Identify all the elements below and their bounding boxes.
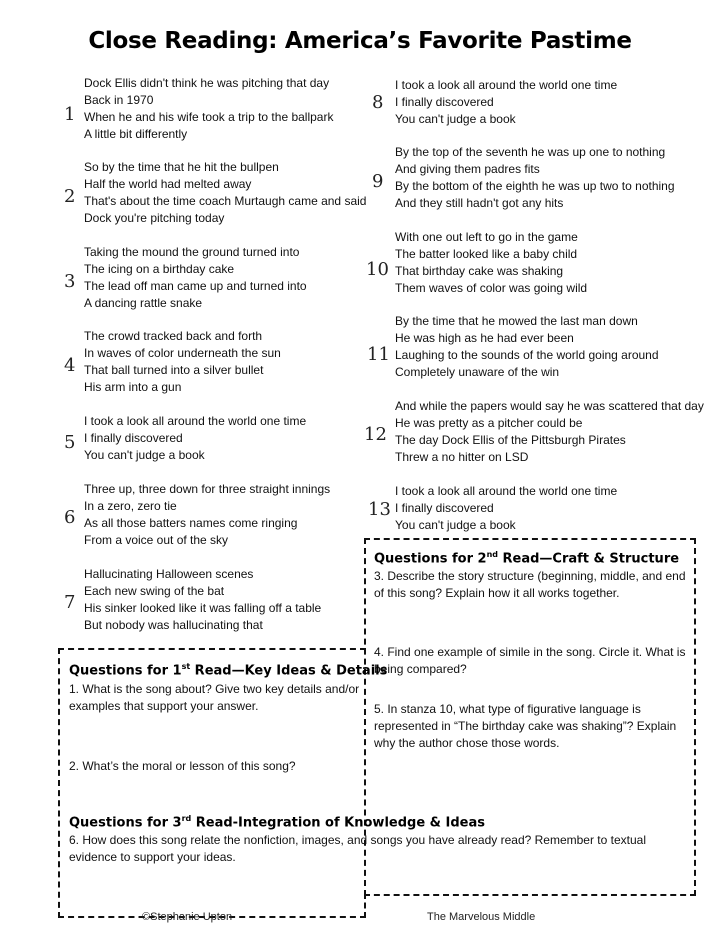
stanza-number: 9 [372,171,384,192]
stanza-line: Threw a no hitter on LSD [395,450,529,464]
stanza-number: 10 [366,259,389,280]
stanza-line: In a zero, zero tie [84,499,177,513]
stanza-line: Them waves of color was going wild [395,281,588,295]
stanza-line: I finally discovered [84,431,183,445]
footer-copyright: ©Stephanie Upton [142,911,233,923]
stanza-line: The day Dock Ellis of the Pittsburgh Pirates [395,433,626,447]
stanza-line: Back in 1970 [84,93,154,107]
stanza-line: I took a look all around the world one time [84,414,307,428]
stanza-line: Three up, three down for three straight innings [84,482,331,496]
stanza-line: A dancing rattle snake [84,296,203,310]
stanza-line: And they still hadn't got any hits [395,196,564,210]
stanza-line: I finally discovered [395,95,494,109]
questions-2nd-read [374,550,690,752]
stanza-number: 8 [372,92,384,113]
question-3: 3. Describe the story structure (beginning, middle, and end of this song? Explain how it all works together. [374,569,686,601]
stanza-number: 1 [64,104,76,125]
stanza-line: Dock you're pitching today [84,211,225,225]
stanza-line: A little bit differently [84,127,188,141]
questions-3rd-read [69,814,659,866]
stanza-line: Taking the mound the ground turned into [84,245,300,259]
stanza-number: 3 [64,271,76,292]
stanza-line: In waves of color underneath the sun [84,346,281,360]
question-6: 6. How does this song relate the nonfiction, images, and songs you have already read? Remember to textual evidence to support your ideas. [69,833,647,865]
stanza-number: 7 [64,592,76,613]
questions-2nd-heading: Questions for 2nd Read—Craft & Structure [374,550,680,567]
question-1: 1. What is the song about? Give two key details and/or examples that support your answer. [69,682,360,714]
stanza-number: 12 [364,424,387,445]
stanza-line: That birthday cake was shaking [395,264,564,278]
stanza-number: 2 [64,186,76,207]
stanza-line: His sinker looked like it was falling off a table [84,601,322,615]
stanza-number: 11 [367,344,390,365]
questions-3rd-heading: Questions for 3rd Read-Integration of Knowledge & Ideas [69,814,485,831]
questions-box-bottom-edge [364,893,366,918]
stanza-line: And while the papers would say he was scattered that day [395,399,704,413]
question-4: 4. Find one example of simile in the song. Circle it. What is being compared? [374,645,686,677]
stanza-line: So by the time that he hit the bullpen [84,160,279,174]
stanza-number: 13 [368,499,391,520]
footer-brand: The Marvelous Middle [427,911,536,923]
stanza-line: I finally discovered [395,501,494,515]
question-5: 5. In stanza 10, what type of figurative language is represented in “The birthday cake was shaking”? Explain why the author chose those words. [374,702,677,751]
stanza-line: The icing on a birthday cake [84,262,235,276]
stanza-line: Laughing to the sounds of the world going around [395,348,659,362]
stanza-line: That ball turned into a silver bullet [84,363,264,377]
stanza-number: 6 [64,507,76,528]
stanza-line: And giving them padres fits [395,162,540,176]
stanza-line: You can't judge a book [395,112,516,126]
stanza-line: With one out left to go in the game [395,230,578,244]
questions-1st-heading: Questions for 1st Read—Key Ideas & Details [69,662,388,679]
stanza-number: 5 [64,432,76,453]
questions-1st-read [69,662,388,775]
stanza-line: He was pretty as a pitcher could be [395,416,583,430]
stanza-line: But nobody was hallucinating that [84,618,263,632]
stanza-line: When he and his wife took a trip to the ballpark [84,110,334,124]
stanza-line: He was high as he had ever been [395,331,574,345]
stanza-line: Hallucinating Halloween scenes [84,567,254,581]
stanza-line: Dock Ellis didn't think he was pitching that day [84,76,330,90]
question-2: 2. What’s the moral or lesson of this song? [69,759,296,774]
stanza-line: Completely unaware of the win [395,365,560,379]
stanza-line: I took a look all around the world one time [395,484,618,498]
stanza-line: As all those batters names come ringing [84,516,298,530]
stanza-line: The batter looked like a baby child [395,247,578,261]
stanza-line: You can't judge a book [84,448,205,462]
stanza-line: Each new swing of the bat [84,584,225,598]
stanza-line: From a voice out of the sky [84,533,229,547]
stanza-line: By the time that he mowed the last man down [395,314,638,328]
stanza-line: I took a look all around the world one time [395,78,618,92]
stanza-line: His arm into a gun [84,380,182,394]
stanza-line: The lead off man came up and turned into [84,279,307,293]
stanza-line: That's about the time coach Murtaugh came and said [84,194,367,208]
stanza-number: 4 [64,355,76,376]
stanza-line: By the bottom of the eighth he was up two to nothing [395,179,675,193]
stanza-line: You can't judge a book [395,518,516,532]
stanza-line: The crowd tracked back and forth [84,329,263,343]
stanza-line: Half the world had melted away [84,177,252,191]
page-title: Close Reading: America’s Favorite Pastime [88,28,632,54]
stanza-line: By the top of the seventh he was up one to nothing [395,145,666,159]
